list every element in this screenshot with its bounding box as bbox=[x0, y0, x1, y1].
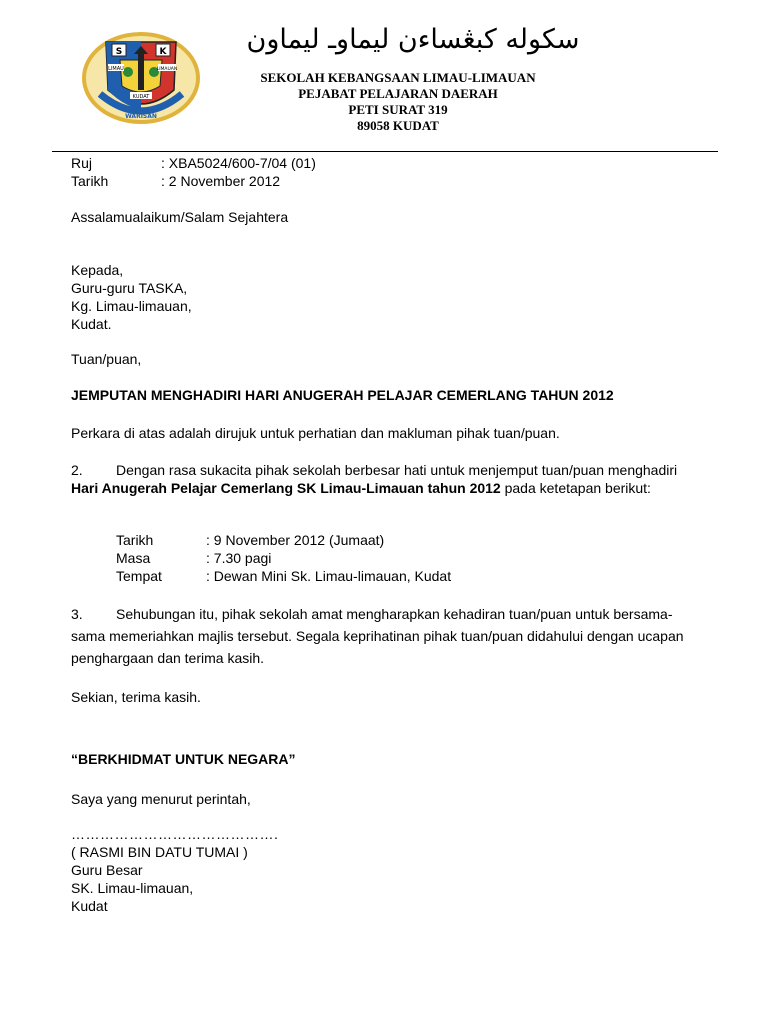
detail-label: Tarikh bbox=[116, 532, 154, 548]
header-divider bbox=[52, 151, 718, 152]
para2-number: 2. bbox=[71, 462, 83, 478]
paragraph-2 bbox=[71, 461, 691, 497]
sign-intro: Saya yang menurut perintah, bbox=[71, 791, 251, 807]
salutation: Tuan/puan, bbox=[71, 351, 142, 367]
greeting: Assalamualaikum/Salam Sejahtera bbox=[71, 209, 289, 225]
ruj-value: : XBA5024/600-7/04 (01) bbox=[161, 155, 316, 171]
school-name-jawi: سكوله كبڠساءن ليماوـ ليماون bbox=[246, 24, 580, 55]
recipient-line: Guru-guru TASKA, bbox=[71, 280, 188, 296]
detail-row-time bbox=[116, 550, 271, 566]
detail-row-venue bbox=[116, 568, 451, 584]
school-name: SEKOLAH KEBANGSAAN LIMAU-LIMAUAN bbox=[260, 70, 536, 85]
date-label: Tarikh bbox=[71, 173, 109, 189]
crest-letter-s: S bbox=[115, 47, 123, 57]
po-box: PETI SURAT 319 bbox=[348, 102, 448, 117]
ref-ruj-row bbox=[71, 155, 316, 171]
crest-letter-k: K bbox=[159, 47, 167, 57]
recipient-line: Kudat. bbox=[71, 316, 112, 332]
para3-number: 3. bbox=[71, 606, 83, 622]
signatory-name: ( RASMI BIN DATU TUMAI ) bbox=[71, 844, 248, 860]
signature-line: ……………………………………. bbox=[71, 826, 279, 842]
recipient-line: Kg. Limau-limauan, bbox=[71, 298, 192, 314]
postcode-town: 89058 KUDAT bbox=[357, 118, 439, 133]
detail-value: : Dewan Mini Sk. Limau-limauan, Kudat bbox=[206, 568, 452, 584]
date-value: : 2 November 2012 bbox=[161, 173, 281, 189]
signatory-town: Kudat bbox=[71, 898, 108, 914]
district-office: PEJABAT PELAJARAN DAERAH bbox=[298, 86, 498, 101]
subject-heading: JEMPUTAN MENGHADIRI HARI ANUGERAH PELAJAR CEMERLANG TAHUN 2012 bbox=[71, 387, 614, 403]
detail-row-date bbox=[116, 532, 384, 548]
school-crest-logo bbox=[82, 32, 200, 124]
crest-motto: WARISAN bbox=[125, 113, 157, 120]
paragraph-1: Perkara di atas adalah dirujuk untuk perhatian dan makluman pihak tuan/puan. bbox=[71, 425, 560, 441]
ref-date-row bbox=[71, 173, 280, 189]
signatory-title: Guru Besar bbox=[71, 862, 143, 878]
detail-value: : 9 November 2012 (Jumaat) bbox=[206, 532, 385, 548]
paragraph-3 bbox=[71, 603, 691, 669]
para2-text-b: pada ketetapan berikut: bbox=[500, 480, 651, 496]
detail-label: Masa bbox=[116, 550, 151, 566]
recipient-line: Kepada, bbox=[71, 262, 124, 278]
motto: “BERKHIDMAT UNTUK NEGARA” bbox=[71, 751, 296, 767]
para3-text: Sehubungan itu, pihak sekolah amat mengharapkan kehadiran tuan/puan untuk bersama-sama memeriahkan majlis tersebut. Segala keprihatinan pihak tuan/puan didahului dengan ucapan penghargaan dan terima kasih. bbox=[71, 606, 684, 666]
crest-bottom-label: KUDAT bbox=[132, 94, 150, 100]
crest-right-label: LIMAUAN bbox=[156, 67, 178, 72]
crest-left-label: LIMAU bbox=[108, 66, 124, 72]
para2-text-a: Dengan rasa sukacita pihak sekolah berbesar hati untuk menjemput tuan/puan menghadiri bbox=[116, 462, 678, 478]
event-name: Hari Anugerah Pelajar Cemerlang SK Limau-Limauan tahun 2012 bbox=[71, 480, 501, 496]
ruj-label: Ruj bbox=[71, 155, 93, 171]
detail-value: : 7.30 pagi bbox=[206, 550, 272, 566]
signatory-school: SK. Limau-limauan, bbox=[71, 880, 194, 896]
detail-label: Tempat bbox=[116, 568, 162, 584]
closing: Sekian, terima kasih. bbox=[71, 689, 201, 705]
